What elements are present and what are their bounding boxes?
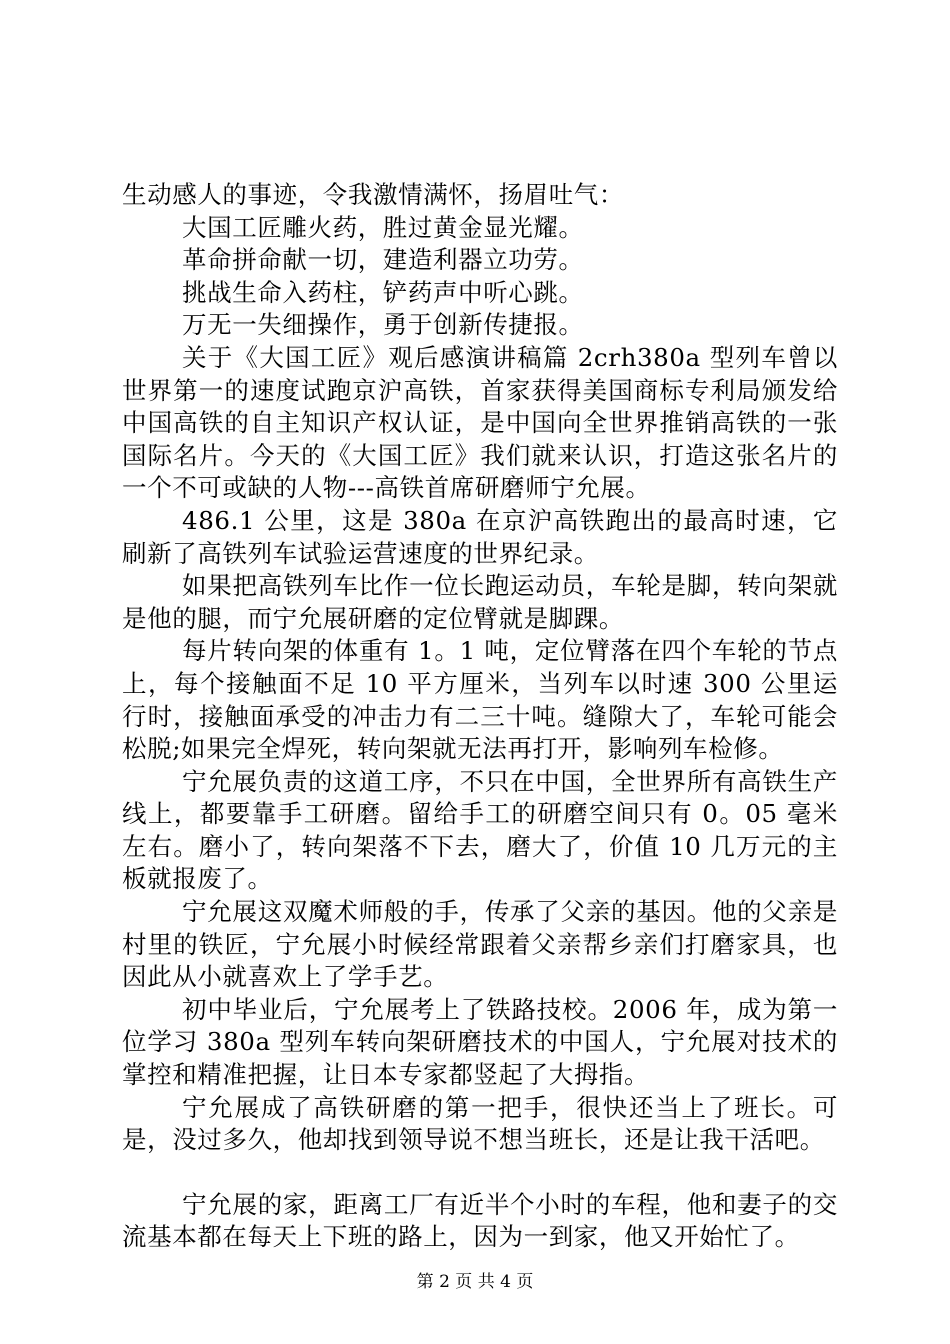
paragraph-11: 宁允展这双魔术师般的手，传承了父亲的基因。他的父亲是村里的铁匠，宁允展小时候经常跟着父亲帮乡亲们打磨家具，也因此从小就喜欢上了学手艺。 <box>122 897 838 992</box>
paragraph-6: 关于《大国工匠》观后感演讲稿篇 2crh380a 型列车曾以世界第一的速度试跑京沪高铁，首家获得美国商标专利局颁发给中国高铁的自主知识产权认证，是中国向全世界推销高铁的一张国际名片。今天的《大国工匠》我们就来认识，打造这张名片的一个不可或缺的人物---高铁首席研磨师宁允展。 <box>122 342 838 503</box>
poem-line-1: 大国工匠雕火药，胜过黄金显光耀。 <box>182 212 584 242</box>
paragraph-14: 宁允展的家，距离工厂有近半个小时的车程，他和妻子的交流基本都在每天上下班的路上，因为一到家，他又开始忙了。 <box>122 1189 838 1252</box>
paragraph-12: 初中毕业后，宁允展考上了铁路技校。2006 年，成为第一位学习 380a 型列车转向架研磨技术的中国人，宁允展对技术的掌控和精准把握，让日本专家都竖起了大拇指。 <box>122 994 838 1090</box>
document-body <box>122 179 838 1254</box>
page-number-footer: 第 2 页 共 4 页 <box>416 1272 534 1292</box>
paragraph-10: 宁允展负责的这道工序，不只在中国，全世界所有高铁生产线上，都要靠手工研磨。留给手工的研磨空间只有 0。05 毫米左右。磨小了，转向架落不下去，磨大了，价值 10 几万元的主板就报废了。 <box>122 766 838 894</box>
poem-line-2: 革命拼命献一切，建造利器立功劳。 <box>182 245 584 275</box>
paragraph-9: 每片转向架的体重有 1。1 吨，定位臂落在四个车轮的节点上，每个接触面不足 10 平方厘米，当列车以时速 300 公里运行时，接触面承受的冲击力有二三十吨。缝隙大了，车轮可能会松脱;如果完全焊死，转向架就无法再打开，影响列车检修。 <box>122 636 838 764</box>
paragraph-1: 生动感人的事迹，令我激情满怀，扬眉吐气： <box>122 180 624 209</box>
poem-line-4: 万无一失细操作，勇于创新传捷报。 <box>182 310 584 340</box>
paragraph-7: 486.1 公里，这是 380a 在京沪高铁跑出的最高时速，它刷新了高铁列车试验运营速度的世界纪录。 <box>122 505 838 568</box>
paragraph-8: 如果把高铁列车比作一位长跑运动员，车轮是脚，转向架就是他的腿，而宁允展研磨的定位臂就是脚踝。 <box>122 571 838 633</box>
poem-line-3: 挑战生命入药柱，铲药声中听心跳。 <box>182 277 584 307</box>
paragraph-13: 宁允展成了高铁研磨的第一把手，很快还当上了班长。可是，没过多久，他却找到领导说不想当班长，还是让我干活吧。 <box>122 1092 838 1155</box>
